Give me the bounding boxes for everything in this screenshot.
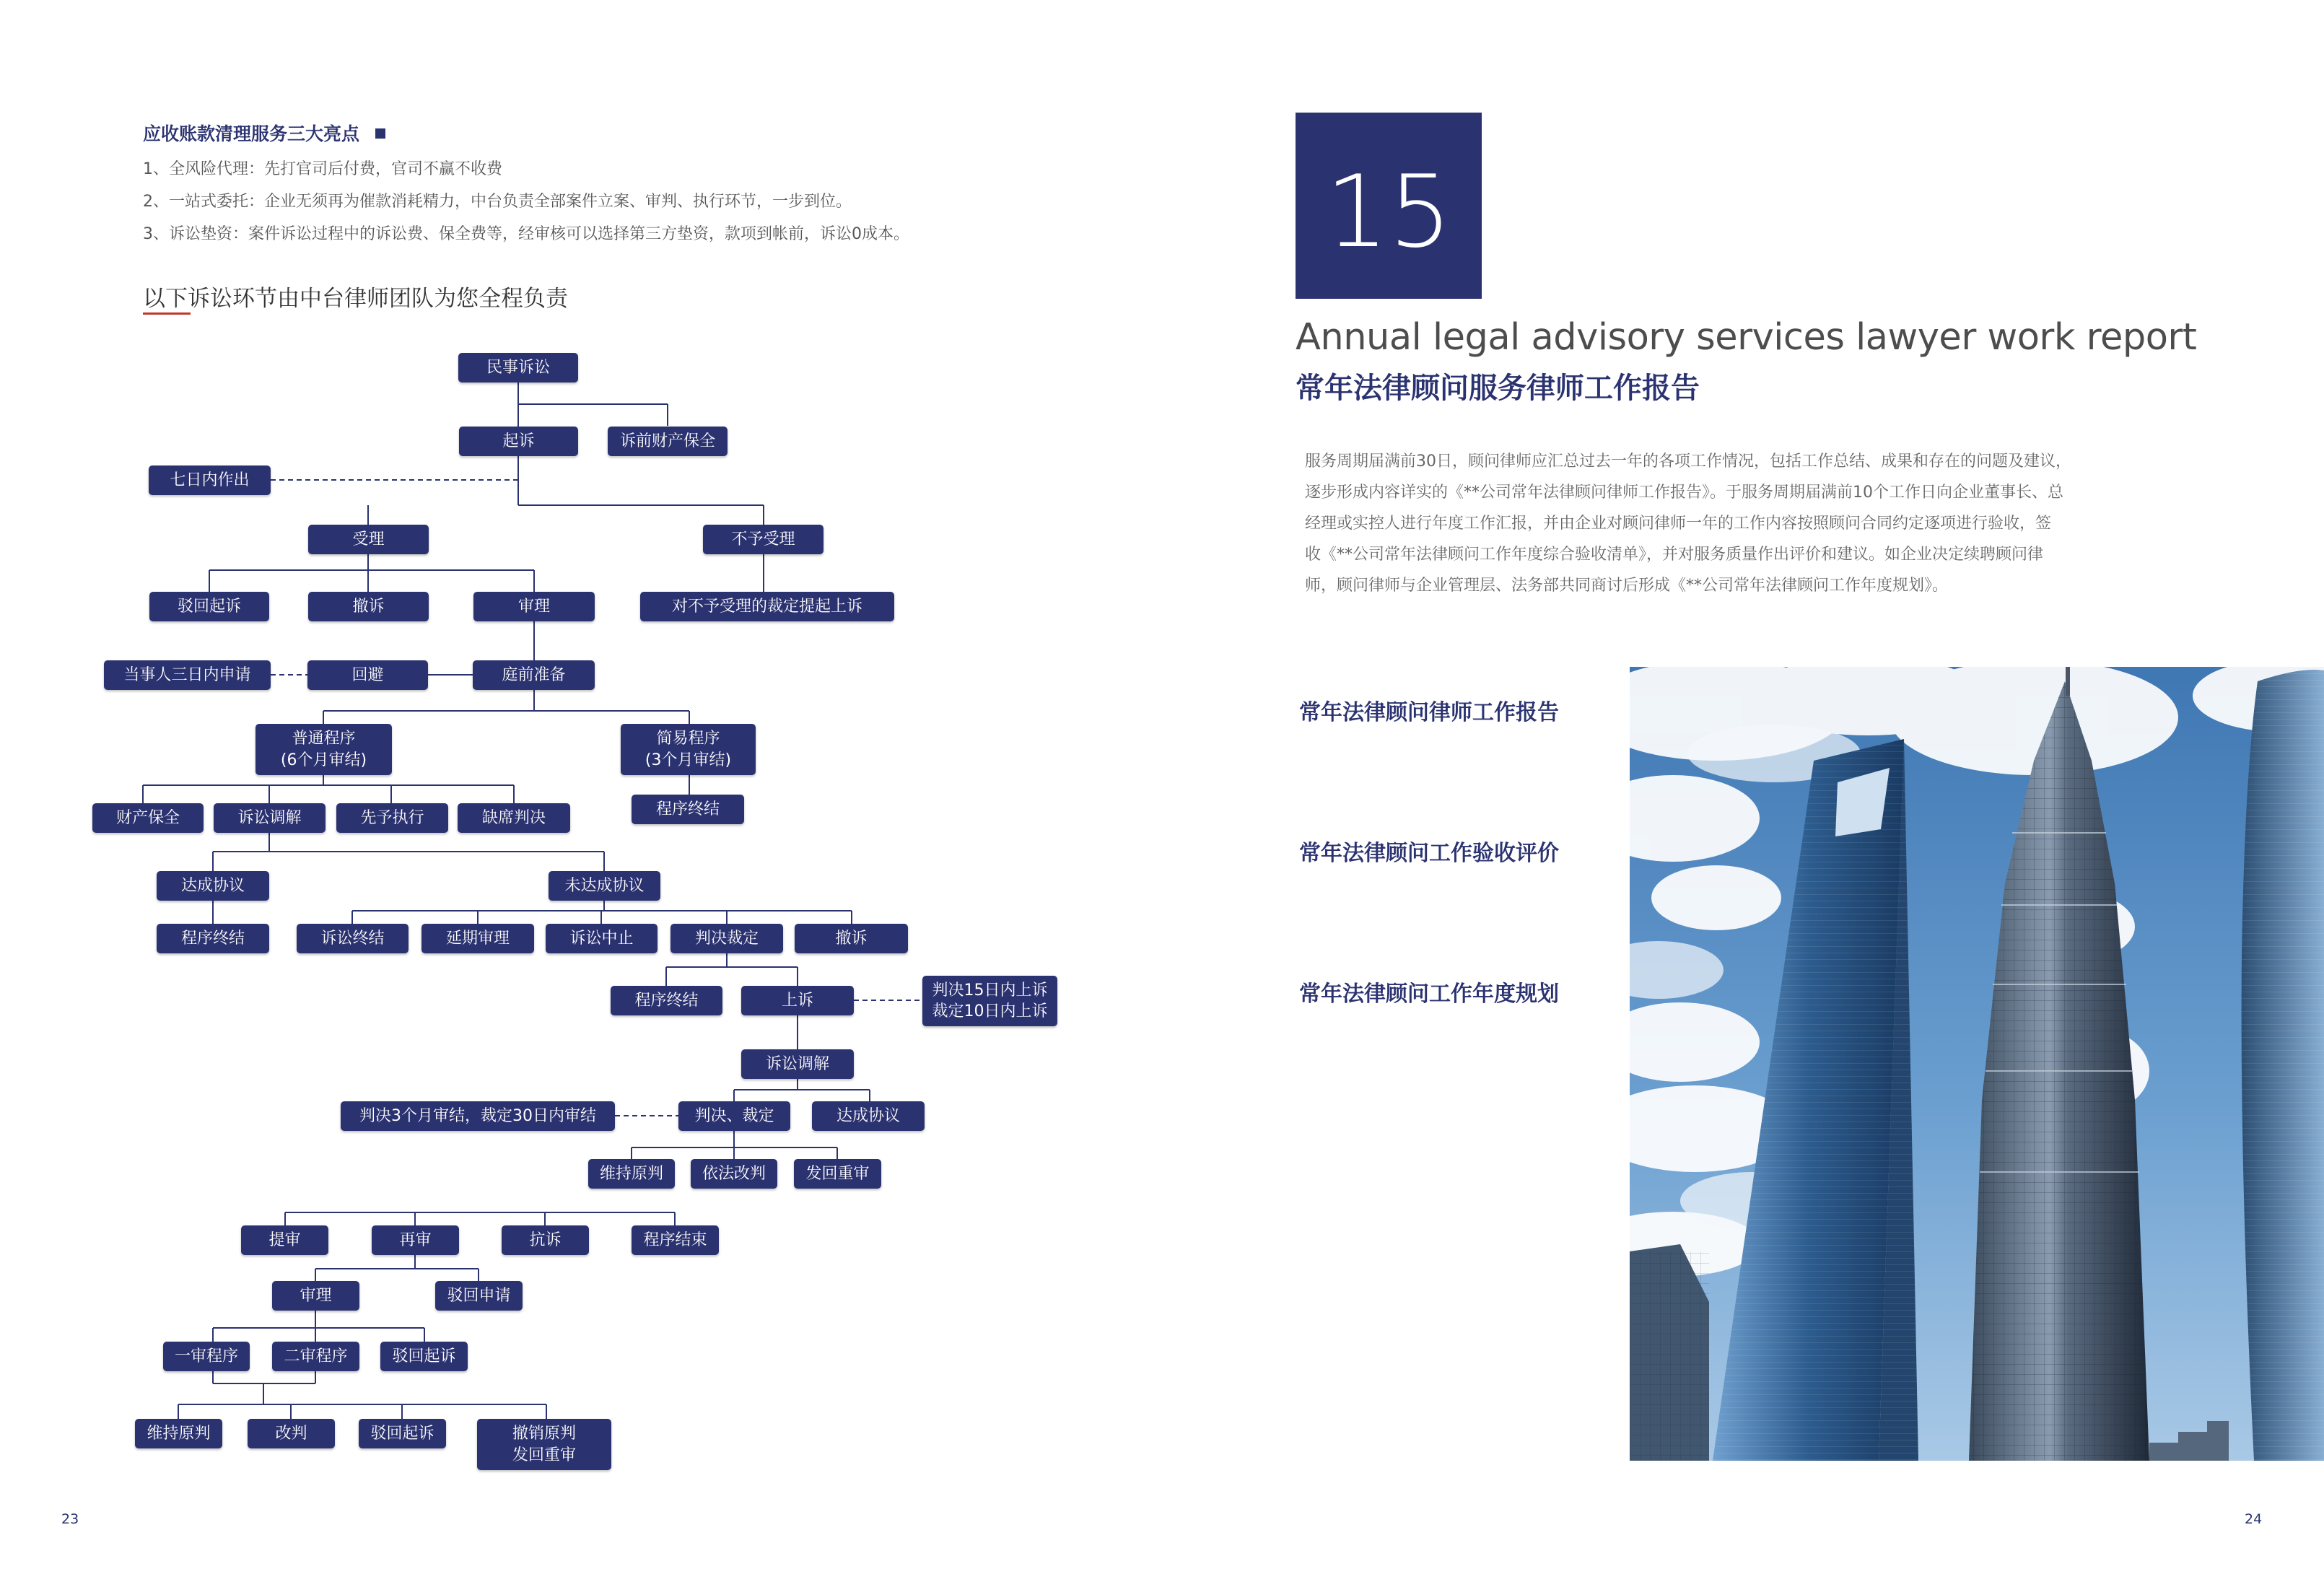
highlight-item: 3、诉讼垫资：案件诉讼过程中的诉讼费、保全费等，经审核可以选择第三方垫资，款项到帐前，诉讼0成本。 [143, 225, 909, 243]
flow-node-accept: 受理 [308, 525, 429, 554]
flow-node-pre-litigation-preservation: 诉前财产保全 [608, 427, 728, 456]
paragraph-line: 收《**公司常年法律顾问工作年度综合验收清单》，并对服务质量作出评价和建议。如企业决定续聘顾问律 [1305, 546, 2044, 564]
report-item: 常年法律顾问工作验收评价 [1299, 841, 1559, 866]
flow-node-mediation: 诉讼调解 [214, 803, 326, 833]
flow-node-procedure-end: 程序终结 [157, 924, 269, 953]
flow-node-appeal: 上诉 [741, 986, 854, 1015]
flow-node-revoke-remand: 撤销原判 发回重审 [477, 1419, 611, 1470]
flow-node-uphold-judgment: 维持原判 [588, 1159, 675, 1189]
flow-title: 以下诉讼环节由中台律师团队为您全程负责 [143, 286, 568, 312]
skyscraper-photo [1630, 667, 2324, 1461]
report-item: 常年法律顾问工作年度规划 [1299, 982, 1559, 1007]
flow-node-property-preservation: 财产保全 [92, 803, 204, 833]
flow-node-trial: 审理 [272, 1281, 359, 1311]
flow-node-procedure-end: 程序终结 [632, 795, 744, 824]
flow-node-trial-deadline: 判决3个月审结，裁定30日内审结 [341, 1101, 615, 1131]
flow-node-dismiss-suit: 驳回起诉 [380, 1342, 468, 1371]
paragraph-line: 师，顾问律师与企业管理层、法务部共同商讨后形成《**公司常年法律顾问工作年度规划》。 [1305, 577, 1949, 595]
flow-node-second-instance: 二审程序 [272, 1342, 359, 1371]
highlight-item: 1、全风险代理：先打官司后付费，官司不赢不收费 [143, 160, 502, 178]
flow-node-party-apply: 当事人三日内申请 [104, 660, 271, 690]
paragraph-line: 逐步形成内容详实的《**公司常年法律顾问律师工作报告》。于服务周期届满前10个工作日向企业董事长、总 [1305, 484, 2063, 502]
flow-node-advance-execution: 先予执行 [336, 803, 448, 833]
paragraph-line: 经理或实控人进行年度工作汇报，并由企业对顾问律师一年的工作内容按照顾问合同约定逐项进行验收，签 [1305, 515, 2052, 533]
flow-node-withdraw: 撤诉 [795, 924, 908, 953]
description-paragraph [1305, 446, 2113, 601]
flow-node-no-agreement: 未达成协议 [549, 871, 660, 901]
flow-node-uphold-judgment: 维持原判 [135, 1419, 222, 1448]
flow-node-agreement-reached: 达成协议 [812, 1101, 925, 1131]
flow-node-litigation-end: 诉讼终结 [297, 924, 409, 953]
flow-node-postponed-trial: 延期审理 [421, 924, 534, 953]
flow-node-recusal: 回避 [307, 660, 428, 690]
flow-node-protest: 抗诉 [502, 1225, 589, 1255]
flow-node-amend-judgment: 依法改判 [691, 1159, 777, 1189]
section-number: 15 [1296, 113, 1482, 299]
flow-node-amend: 改判 [248, 1419, 335, 1448]
flow-node-mediation: 诉讼调解 [741, 1049, 854, 1079]
page-number-right: 24 [2245, 1511, 2263, 1527]
flow-node-review: 提审 [241, 1225, 328, 1255]
flow-node-withdraw: 撤诉 [308, 592, 429, 621]
flow-node-default-judgment: 缺席判决 [458, 803, 570, 833]
flow-node-procedure-end: 程序终结 [611, 986, 722, 1015]
report-item: 常年法律顾问律师工作报告 [1299, 700, 1559, 725]
flow-node-remand-retrial: 发回重审 [794, 1159, 881, 1189]
page-number-left: 23 [61, 1511, 79, 1527]
title-chinese: 常年法律顾问服务律师工作报告 [1296, 372, 1700, 405]
highlight-item: 2、一站式委托：企业无须再为催款消耗精力，中台负责全部案件立案、审判、执行环节，一步到位。 [143, 193, 852, 211]
flow-node-appeal-deadline: 判决15日内上诉 裁定10日内上诉 [922, 976, 1057, 1026]
flow-node-seven-days: 七日内作出 [149, 465, 271, 495]
highlights-title: 应收账款清理服务三大亮点 [143, 120, 385, 146]
flow-node-pretrial-prep: 庭前准备 [473, 660, 595, 690]
flow-node-judgment-ruling: 判决、裁定 [678, 1101, 790, 1131]
flow-node-litigation-suspended: 诉讼中止 [546, 924, 658, 953]
title-english: Annual legal advisory services lawyer work report [1296, 316, 2197, 359]
flow-node-agreement-reached: 达成协议 [157, 871, 269, 901]
flow-node-judgment-ruling: 判决裁定 [670, 924, 783, 953]
flow-node-dismiss-suit: 驳回起诉 [149, 592, 269, 621]
flow-node-dismiss-application: 驳回申请 [435, 1281, 523, 1311]
flow-node-procedure-finish: 程序结束 [632, 1225, 719, 1255]
flow-node-reject: 不予受理 [703, 525, 824, 554]
flow-node-trial: 审理 [473, 592, 595, 621]
flow-node-retrial: 再审 [372, 1225, 459, 1255]
flow-node-dismiss-suit: 驳回起诉 [359, 1419, 446, 1448]
flow-node-first-instance: 一审程序 [163, 1342, 250, 1371]
flow-node-ordinary-procedure: 普通程序 (6个月审结) [255, 724, 392, 775]
flow-node-civil-litigation: 民事诉讼 [458, 353, 578, 382]
flow-node-summary-procedure: 简易程序 (3个月审结) [621, 724, 756, 775]
paragraph-line: 服务周期届满前30日，顾问律师应汇总过去一年的各项工作情况，包括工作总结、成果和存在的问题及建议， [1305, 453, 2071, 471]
flow-node-prosecution: 起诉 [459, 427, 578, 456]
flow-node-appeal-rejection: 对不予受理的裁定提起上诉 [640, 592, 894, 621]
